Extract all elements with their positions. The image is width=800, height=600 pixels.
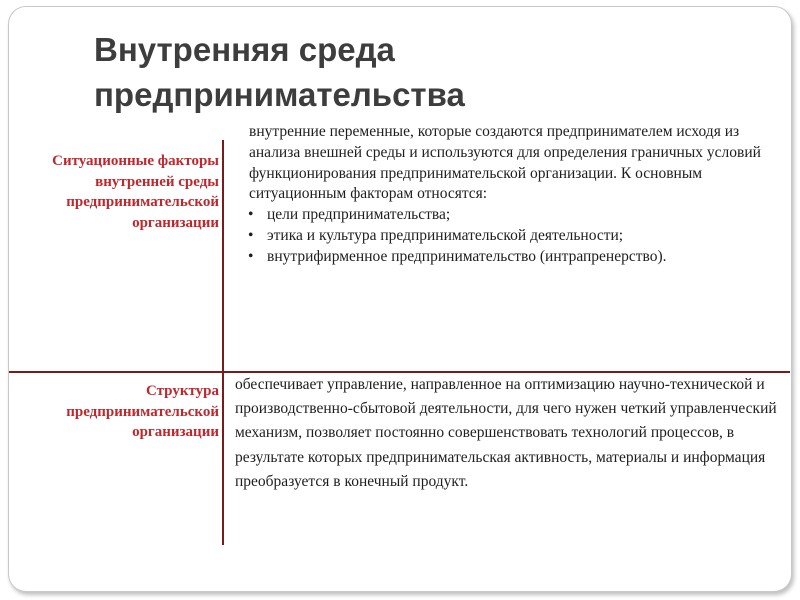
list-item	[245, 226, 790, 247]
situational-factors-list	[245, 205, 790, 267]
list-item	[245, 205, 790, 226]
list-item-text: цели предпринимательства;	[267, 206, 451, 224]
row-label-situational-factors: Ситуационные факторы внутренней среды предпринимательской организации	[52, 153, 219, 231]
list-item	[245, 247, 790, 268]
row-text-situational-factors	[245, 122, 790, 268]
slide	[8, 6, 792, 592]
bullet-icon: •	[248, 206, 254, 224]
vertical-divider	[222, 140, 224, 545]
situational-factors-definition: внутренние переменные, которые создаются предпринимателем исходя из анализа внешней среды и используются для определения граничных условий функционирования предпринимательской организации. К основным ситуационным факторам относятся:	[249, 123, 761, 203]
slide-title: Внутренняя среда предпринимательства	[94, 31, 465, 113]
list-item-text: этика и культура предпринимательской деятельности;	[267, 226, 624, 244]
bullet-icon: •	[248, 226, 254, 244]
row-label-organization-structure: Структура предпринимательской организации	[66, 383, 219, 441]
bullet-icon: •	[248, 247, 254, 265]
list-item-text: внутрифирменное предпринимательство (интрапренерство).	[267, 247, 667, 265]
row-text-organization-structure: обеспечивает управление, направленное на оптимизацию научно-технической и производственно-сбытовой деятельности, для чего нужен четкий управленческий механизм, позволяет постоянно совершенствовать технологий процессов, в результате которых предпринимательская активность, материалы и информация преобразуется в конечный продукт.	[235, 376, 777, 490]
